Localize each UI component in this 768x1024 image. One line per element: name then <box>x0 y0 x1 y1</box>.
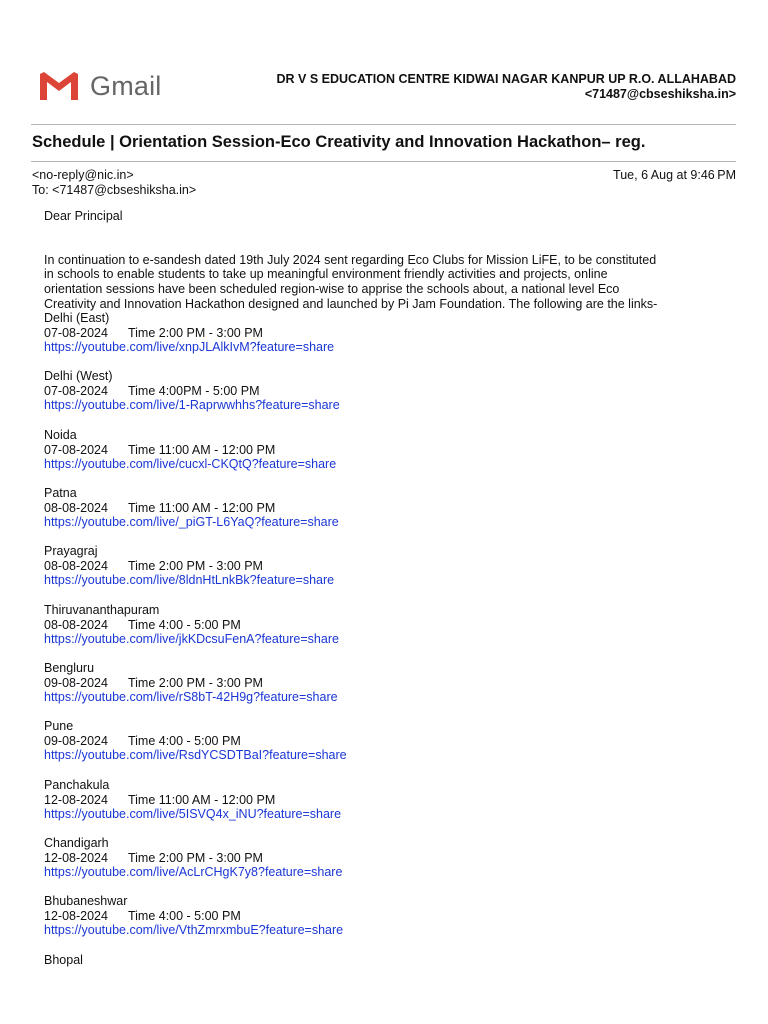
session-block <box>44 719 347 763</box>
session-date: 09-08-2024 <box>44 733 108 748</box>
session-link[interactable]: https://youtube.com/live/5ISVQ4x_iNU?feature=share <box>44 807 342 822</box>
account-name: DR V S EDUCATION CENTRE KIDWAI NAGAR KANPUR UP R.O. ALLAHABAD <box>276 72 736 86</box>
session-block <box>44 953 83 968</box>
session-time: Time 4:00 - 5:00 PM <box>127 733 241 748</box>
session-block <box>44 369 340 413</box>
session-schedule <box>44 909 343 924</box>
session-date: 12-08-2024 <box>44 850 108 865</box>
session-region: Chandigarh <box>44 836 109 850</box>
email-body <box>44 209 724 311</box>
gmail-m-icon <box>38 70 80 102</box>
session-link[interactable]: https://youtube.com/live/xnpJLAlkIvM?feature=share <box>44 340 335 355</box>
header-divider <box>31 124 736 125</box>
gmail-wordmark: Gmail <box>90 71 162 101</box>
session-link[interactable]: https://youtube.com/live/cucxl-CKQtQ?feature=share <box>44 457 337 472</box>
session-block <box>44 661 338 705</box>
session-block <box>44 486 339 530</box>
subject-divider <box>31 161 736 162</box>
session-region: Bengluru <box>44 661 95 675</box>
session-date: 12-08-2024 <box>44 908 108 923</box>
paragraph-line: in schools to enable students to take up meaningful environment friendly activities and projects, online <box>44 267 608 282</box>
greeting: Dear Principal <box>44 209 123 223</box>
paragraph-line: In continuation to e-sandesh dated 19th July 2024 sent regarding Eco Clubs for Mission LiFE, to be constituted <box>44 252 657 267</box>
session-schedule <box>44 326 334 341</box>
session-region: Panchakula <box>44 778 110 792</box>
session-region: Patna <box>44 486 77 500</box>
session-schedule <box>44 384 340 399</box>
session-region: Bhopal <box>44 953 83 967</box>
session-block <box>44 311 334 355</box>
session-time: Time 2:00 PM - 3:00 PM <box>127 558 263 573</box>
session-region: Delhi (West) <box>44 369 113 383</box>
session-date: 07-08-2024 <box>44 325 108 340</box>
email-subject: Schedule | Orientation Session-Eco Creativity and Innovation Hackathon– reg. <box>32 133 646 151</box>
session-link[interactable]: https://youtube.com/live/_piGT-L6YaQ?feature=share <box>44 515 339 530</box>
session-block <box>44 544 334 588</box>
session-time: Time 11:00 AM - 12:00 PM <box>127 792 276 807</box>
recipient-address: To: <71487@cbseshiksha.in> <box>32 183 197 197</box>
session-block <box>44 778 341 822</box>
session-schedule <box>44 851 342 866</box>
session-block <box>44 836 342 880</box>
session-block <box>44 894 343 938</box>
session-link[interactable]: https://youtube.com/live/VthZmrxmbuE?feature=share <box>44 923 344 938</box>
session-time: Time 2:00 PM - 3:00 PM <box>127 325 263 340</box>
session-time: Time 4:00 - 5:00 PM <box>127 908 241 923</box>
session-region: Delhi (East) <box>44 311 110 325</box>
gmail-logo <box>38 70 162 102</box>
session-schedule <box>44 501 339 516</box>
session-time: Time 2:00 PM - 3:00 PM <box>127 675 263 690</box>
session-block <box>44 603 339 647</box>
session-link[interactable]: https://youtube.com/live/1-Raprwwhhs?feature=share <box>44 398 340 413</box>
email-meta <box>32 168 736 198</box>
session-link[interactable]: https://youtube.com/live/jkKDcsuFenA?feature=share <box>44 632 339 647</box>
session-schedule <box>44 676 338 691</box>
account-info <box>277 72 737 102</box>
session-date: 08-08-2024 <box>44 558 108 573</box>
account-email: <71487@cbseshiksha.in> <box>584 87 736 101</box>
session-link[interactable]: https://youtube.com/live/rS8bT-42H9g?feature=share <box>44 690 338 705</box>
session-link[interactable]: https://youtube.com/live/AcLrCHgK7y8?feature=share <box>44 865 343 880</box>
session-region: Bhubaneshwar <box>44 894 128 908</box>
session-region: Prayagraj <box>44 544 98 558</box>
email-date: Tue, 6 Aug at 9:46 PM <box>613 168 736 182</box>
paragraph-line: Creativity and Innovation Hackathon designed and launched by Pi Jam Foundation. The following are the links- <box>44 296 658 311</box>
session-time: Time 11:00 AM - 12:00 PM <box>127 442 276 457</box>
session-schedule <box>44 559 334 574</box>
session-date: 07-08-2024 <box>44 442 108 457</box>
session-date: 07-08-2024 <box>44 383 108 398</box>
sender-address: <no-reply@nic.in> <box>32 168 134 182</box>
session-time: Time 11:00 AM - 12:00 PM <box>127 500 276 515</box>
session-region: Pune <box>44 719 74 733</box>
session-date: 12-08-2024 <box>44 792 108 807</box>
session-link[interactable]: https://youtube.com/live/8ldnHtLnkBk?feature=share <box>44 573 335 588</box>
session-date: 08-08-2024 <box>44 617 108 632</box>
session-time: Time 2:00 PM - 3:00 PM <box>127 850 263 865</box>
paragraph-line: orientation sessions have been scheduled region-wise to apprise the schools about, a national level Eco <box>44 281 620 296</box>
print-header <box>0 0 768 125</box>
session-schedule <box>44 734 347 749</box>
session-time: Time 4:00PM - 5:00 PM <box>127 383 260 398</box>
session-link[interactable]: https://youtube.com/live/RsdYCSDTBaI?feature=share <box>44 748 347 763</box>
session-schedule <box>44 443 336 458</box>
session-region: Noida <box>44 428 77 442</box>
session-date: 09-08-2024 <box>44 675 108 690</box>
session-schedule <box>44 793 341 808</box>
session-time: Time 4:00 - 5:00 PM <box>127 617 241 632</box>
intro-paragraph <box>44 253 724 311</box>
session-region: Thiruvananthapuram <box>44 603 160 617</box>
session-schedule <box>44 618 339 633</box>
session-date: 08-08-2024 <box>44 500 108 515</box>
session-block <box>44 428 336 472</box>
